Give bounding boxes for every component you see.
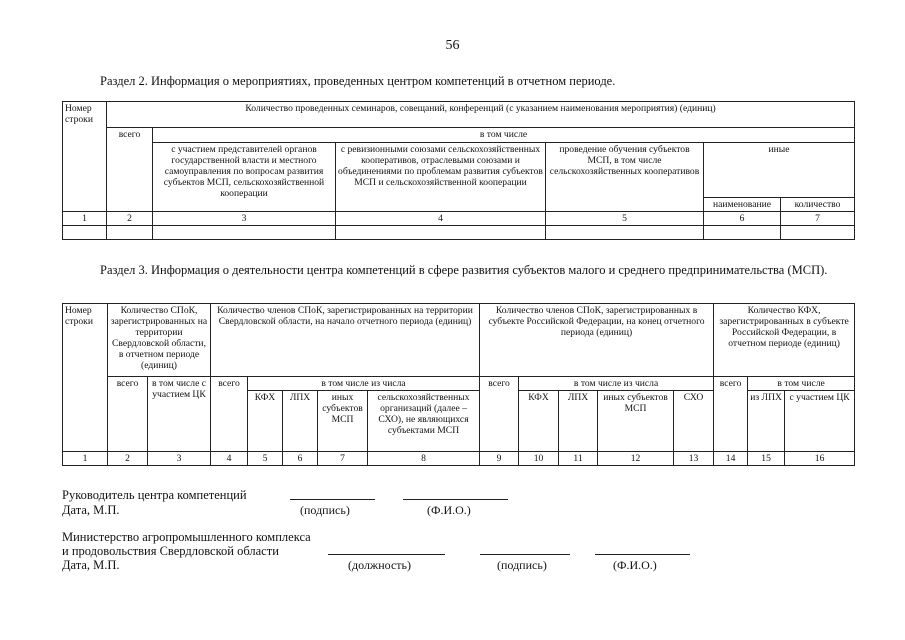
col-num: 12 [598, 452, 674, 466]
header-total: всего [714, 377, 748, 452]
header-events-count: Количество проведенных семинаров, совещаний, конференций (с указанием наименования мероприятия) (единиц) [107, 102, 855, 128]
header-gov-participation: с участием представителей органов государственной власти и местного самоуправления по вопросам развития субъектов МСП, сельскохозяйственной кооперации [153, 143, 336, 212]
header-members-start: Количество членов СПоК, зарегистрированных на территории Свердловской области, на начало отчетного периода (единиц) [211, 304, 480, 377]
col-num: 9 [480, 452, 519, 466]
header-row-number: Номер строки [63, 102, 107, 212]
col-num: 3 [153, 212, 336, 226]
header-training: проведение обучения субъектов МСП, в том числе сельскохозяйственных кооперативов [546, 143, 704, 212]
header-quantity: количество [781, 198, 855, 212]
page-number: 56 [445, 38, 460, 53]
header-lph: ЛПХ [283, 391, 318, 452]
section2-title: Раздел 2. Информация о мероприятиях, проведенных центром компетенций в отчетном периоде. [100, 74, 616, 88]
column-numbers-row [63, 452, 855, 466]
header-total: всего [107, 128, 153, 212]
ministry-line2: и продовольствия Свердловской области [62, 544, 279, 558]
col-num: 6 [283, 452, 318, 466]
header-sho-long: сельскохозяйственных организаций (далее – СХО), не являющихся субъектами МСП [368, 391, 480, 452]
header-incl-from: в том числе из числа [248, 377, 480, 391]
signature-caption: (подпись) [497, 558, 547, 572]
header-sho: СХО [674, 391, 714, 452]
section2-table [62, 101, 855, 240]
section3-table [62, 303, 855, 466]
date-stamp-label: Дата, М.П. [62, 503, 120, 517]
name-line [403, 499, 508, 500]
header-incl-ck: в том числе с участием ЦК [148, 377, 211, 452]
header-lph: ЛПХ [559, 391, 598, 452]
header-name: наименование [704, 198, 781, 212]
fio-caption: (Ф.И.О.) [613, 558, 657, 572]
header-row-number: Номер строки [63, 304, 108, 452]
col-num: 1 [63, 452, 108, 466]
col-num: 2 [108, 452, 148, 466]
ministry-line1: Министерство агропромышленного комплекса [62, 530, 311, 544]
col-num: 15 [748, 452, 785, 466]
header-incl-from: в том числе из числа [519, 377, 714, 391]
col-num: 4 [211, 452, 248, 466]
name-line [595, 554, 690, 555]
section3-title: Раздел 3. Информация о деятельности центра компетенций в сфере развития субъектов малого и среднего предпринимательства (МСП). [100, 263, 828, 277]
head-of-center-label: Руководитель центра компетенций [62, 488, 247, 502]
table-row [63, 226, 855, 240]
col-num: 3 [148, 452, 211, 466]
col-num: 10 [519, 452, 559, 466]
header-kfh-registered: Количество КФХ, зарегистрированных в субъекте Российской Федерации, в отчетном периоде (единиц) [714, 304, 855, 377]
col-num: 8 [368, 452, 480, 466]
col-num: 7 [318, 452, 368, 466]
col-num: 5 [248, 452, 283, 466]
header-from-lph: из ЛПХ [748, 391, 785, 452]
header-audit-unions: с ревизионными союзами сельскохозяйственных кооперативов, отраслевыми союзами и объединениями по проблемам развития субъектов МСП и сельскохозяйственной кооперации [336, 143, 546, 212]
fio-caption: (Ф.И.О.) [427, 503, 471, 517]
header-total: всего [211, 377, 248, 452]
position-caption: (должность) [348, 558, 411, 572]
signature-line [480, 554, 570, 555]
header-total: всего [108, 377, 148, 452]
col-num: 13 [674, 452, 714, 466]
col-num: 6 [704, 212, 781, 226]
col-num: 16 [785, 452, 855, 466]
header-kfh: КФХ [519, 391, 559, 452]
header-kfh: КФХ [248, 391, 283, 452]
col-num: 11 [559, 452, 598, 466]
col-num: 14 [714, 452, 748, 466]
header-spok-registered: Количество СПоК, зарегистрированных на территории Свердловской области, в отчетном периоде (единиц) [108, 304, 211, 377]
header-incl: в том числе [748, 377, 855, 391]
signature-line [290, 499, 375, 500]
position-line [328, 554, 445, 555]
column-numbers-row [63, 212, 855, 226]
header-total: всего [480, 377, 519, 452]
date-stamp-label: Дата, М.П. [62, 558, 120, 572]
header-members-end: Количество членов СПоК, зарегистрированных в субъекте Российской Федерации, на конец отчетного периода (единиц) [480, 304, 714, 377]
header-other: иные [704, 143, 855, 198]
header-other-msp: иных субъектов МСП [598, 391, 674, 452]
col-num: 7 [781, 212, 855, 226]
col-num: 2 [107, 212, 153, 226]
header-with-ck: с участием ЦК [785, 391, 855, 452]
col-num: 1 [63, 212, 107, 226]
header-including: в том числе [153, 128, 855, 143]
signature-caption: (подпись) [300, 503, 350, 517]
header-other-msp: иных субъектов МСП [318, 391, 368, 452]
col-num: 4 [336, 212, 546, 226]
col-num: 5 [546, 212, 704, 226]
